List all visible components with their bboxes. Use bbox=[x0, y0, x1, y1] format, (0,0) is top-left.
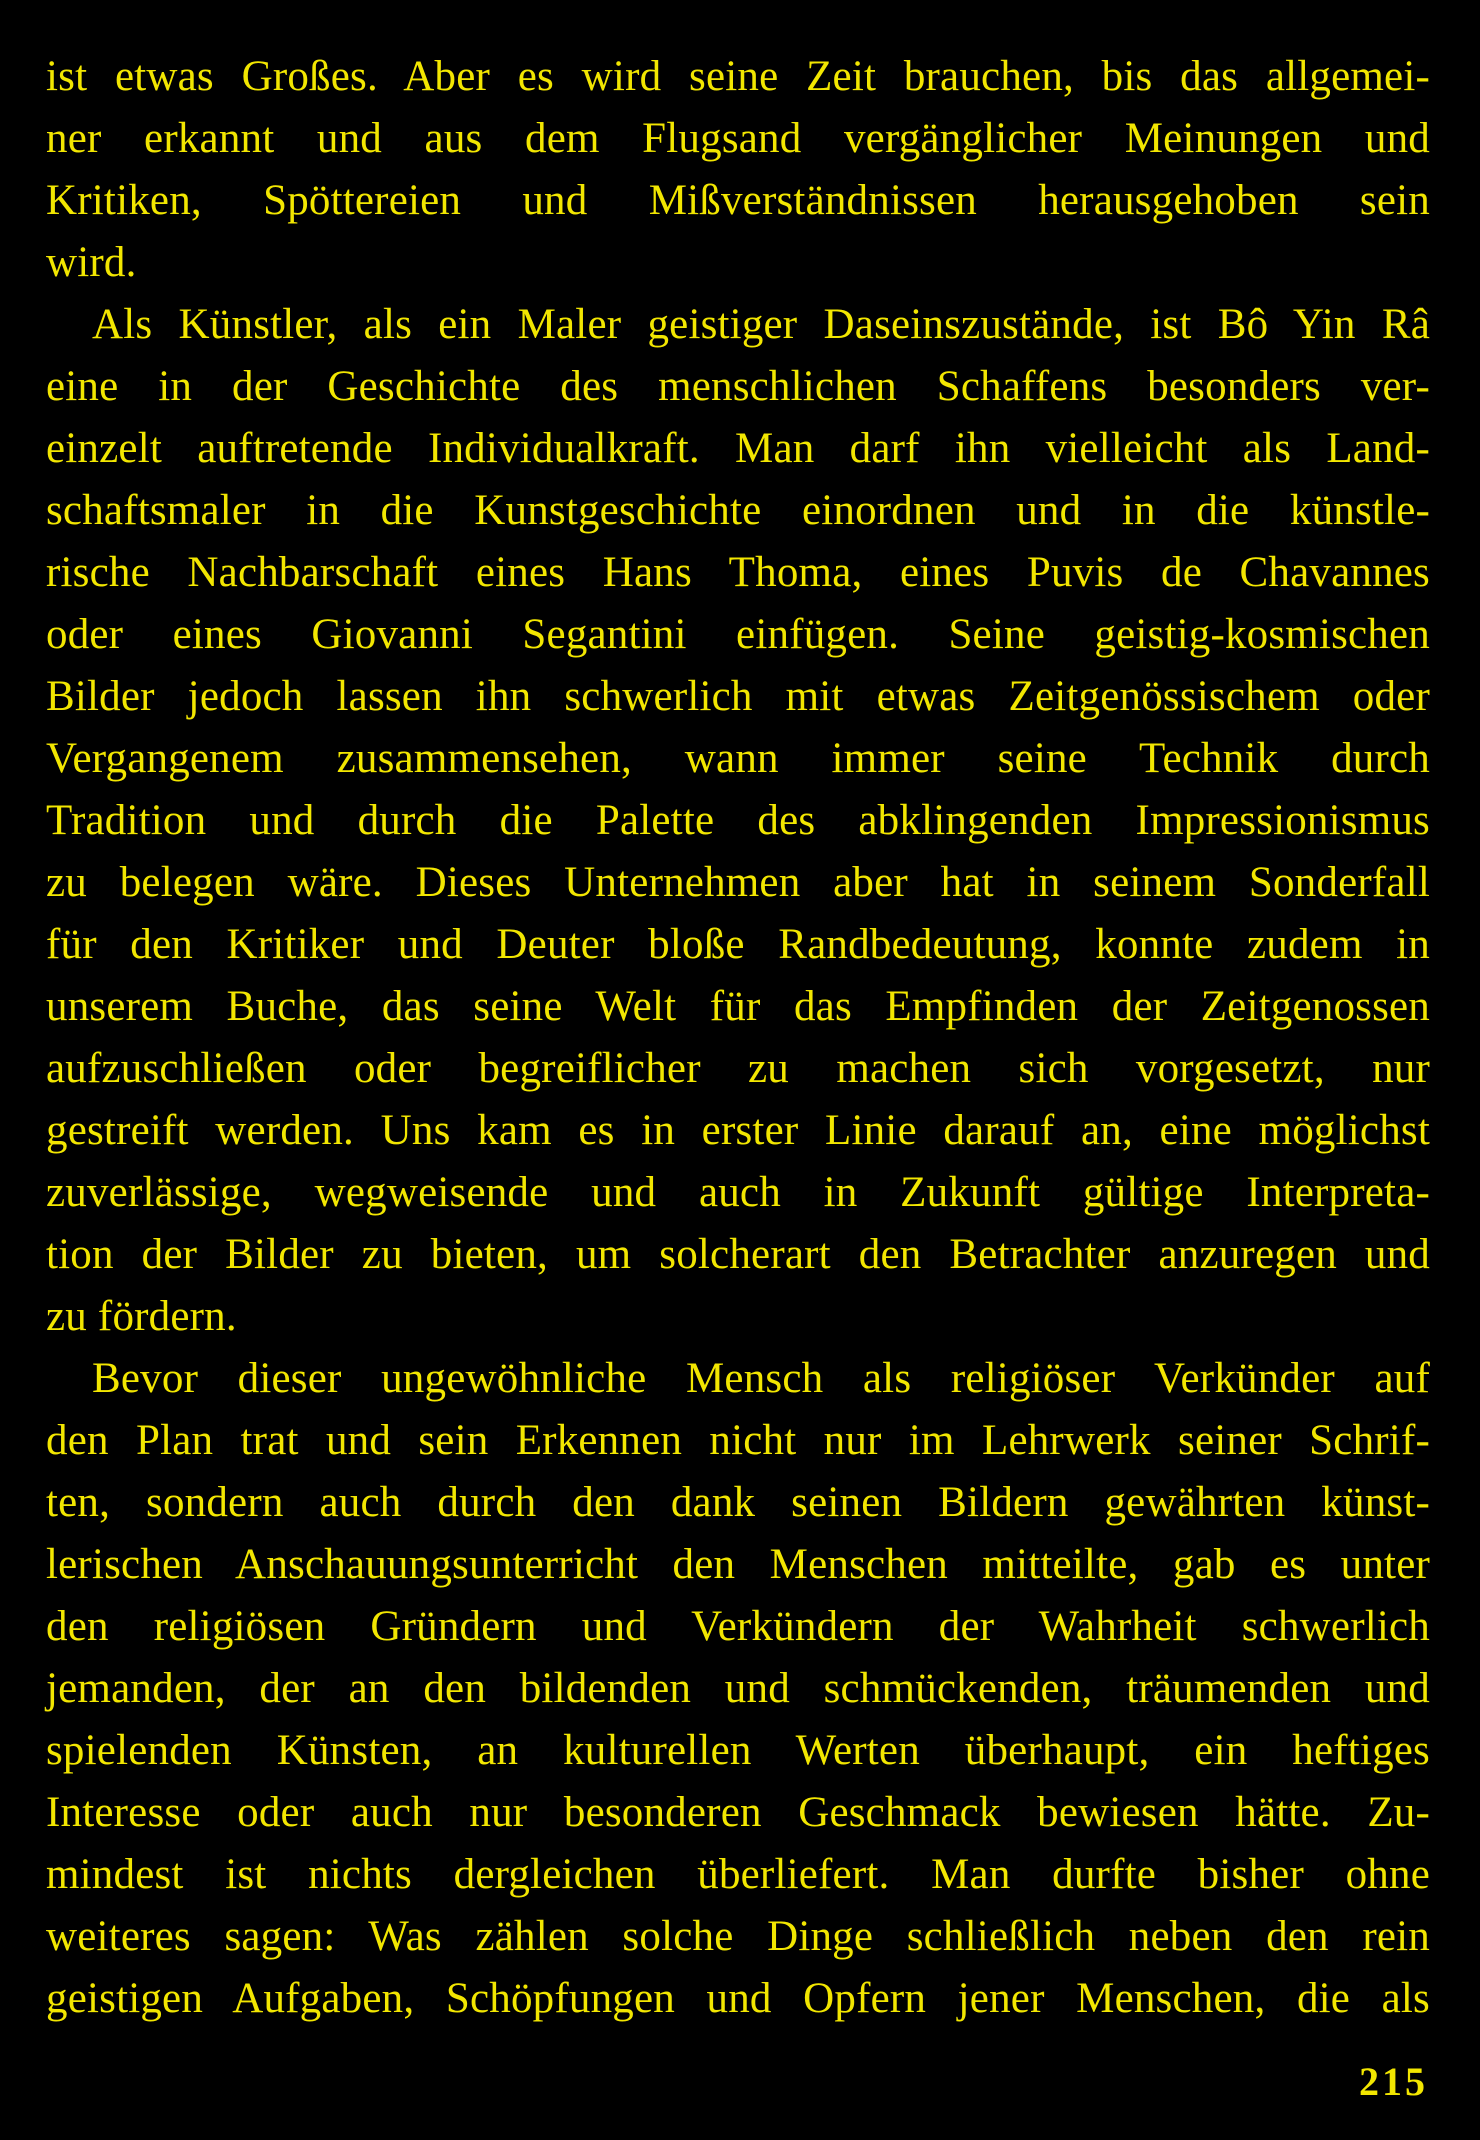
text-line: mindest ist nichts dergleichen überliefert. Man durfte bisher ohne bbox=[46, 1851, 1430, 1898]
text-line: einzelt auftretende Individualkraft. Man darf ihn vielleicht als Land- bbox=[46, 425, 1430, 472]
paragraph-1 bbox=[46, 46, 1430, 294]
text-line: Bevor dieser ungewöhnliche Mensch als religiöser Verkünder auf bbox=[92, 1355, 1430, 1402]
text-line: rische Nachbarschaft eines Hans Thoma, eines Puvis de Chavannes bbox=[46, 549, 1430, 596]
text-line: zu belegen wäre. Dieses Unternehmen aber hat in seinem Sonderfall bbox=[46, 859, 1430, 906]
text-line: geistigen Aufgaben, Schöpfungen und Opfern jener Menschen, die als bbox=[46, 1975, 1430, 2022]
text-line: Vergangenem zusammensehen, wann immer seine Technik durch bbox=[46, 735, 1430, 782]
text-line: gestreift werden. Uns kam es in erster Linie darauf an, eine möglichst bbox=[46, 1107, 1430, 1154]
text-line: Als Künstler, als ein Maler geistiger Daseinszustände, ist Bô Yin Râ bbox=[92, 301, 1430, 348]
text-line: schaftsmaler in die Kunstgeschichte einordnen und in die künstle- bbox=[46, 487, 1430, 534]
paragraph-3 bbox=[46, 1348, 1430, 2030]
page-number: 215 bbox=[1359, 2059, 1428, 2104]
text-line: aufzuschließen oder begreiflicher zu machen sich vorgesetzt, nur bbox=[46, 1045, 1430, 1092]
text-line: Bilder jedoch lassen ihn schwerlich mit etwas Zeitgenössischem oder bbox=[46, 673, 1430, 720]
text-line: den Plan trat und sein Erkennen nicht nur im Lehrwerk seiner Schrif- bbox=[46, 1417, 1430, 1464]
text-line: den religiösen Gründern und Verkündern der Wahrheit schwerlich bbox=[46, 1603, 1430, 1650]
text-line: jemanden, der an den bildenden und schmückenden, träumenden und bbox=[46, 1665, 1430, 1712]
text-line: unserem Buche, das seine Welt für das Empfinden der Zeitgenossen bbox=[46, 983, 1430, 1030]
text-line: eine in der Geschichte des menschlichen Schaffens besonders ver- bbox=[46, 363, 1430, 410]
text-line: oder eines Giovanni Segantini einfügen. Seine geistig-kosmischen bbox=[46, 611, 1430, 658]
text-line: zu fördern. bbox=[46, 1293, 237, 1340]
text-line: zuverlässige, wegweisende und auch in Zukunft gültige Interpreta- bbox=[46, 1169, 1430, 1216]
text-line: ist etwas Großes. Aber es wird seine Zeit brauchen, bis das allgemei- bbox=[46, 53, 1430, 100]
paragraph-2 bbox=[46, 294, 1430, 1348]
text-line: Kritiken, Spöttereien und Mißverständnissen herausgehoben sein bbox=[46, 177, 1430, 224]
text-line: tion der Bilder zu bieten, um solcherart den Betrachter anzuregen und bbox=[46, 1231, 1430, 1278]
text-line: wird. bbox=[46, 239, 137, 286]
text-line: spielenden Künsten, an kulturellen Werten überhaupt, ein heftiges bbox=[46, 1727, 1430, 1774]
text-line: ten, sondern auch durch den dank seinen Bildern gewährten künst- bbox=[46, 1479, 1430, 1526]
text-line: Interesse oder auch nur besonderen Geschmack bewiesen hätte. Zu- bbox=[46, 1789, 1430, 1836]
text-line: Tradition und durch die Palette des abklingenden Impressionismus bbox=[46, 797, 1430, 844]
text-line: weiteres sagen: Was zählen solche Dinge schließlich neben den rein bbox=[46, 1913, 1430, 1960]
text-line: ner erkannt und aus dem Flugsand vergänglicher Meinungen und bbox=[46, 115, 1430, 162]
text-line: lerischen Anschauungsunterricht den Menschen mitteilte, gab es unter bbox=[46, 1541, 1430, 1588]
body-text bbox=[46, 46, 1430, 2030]
text-line: für den Kritiker und Deuter bloße Randbedeutung, konnte zudem in bbox=[46, 921, 1430, 968]
